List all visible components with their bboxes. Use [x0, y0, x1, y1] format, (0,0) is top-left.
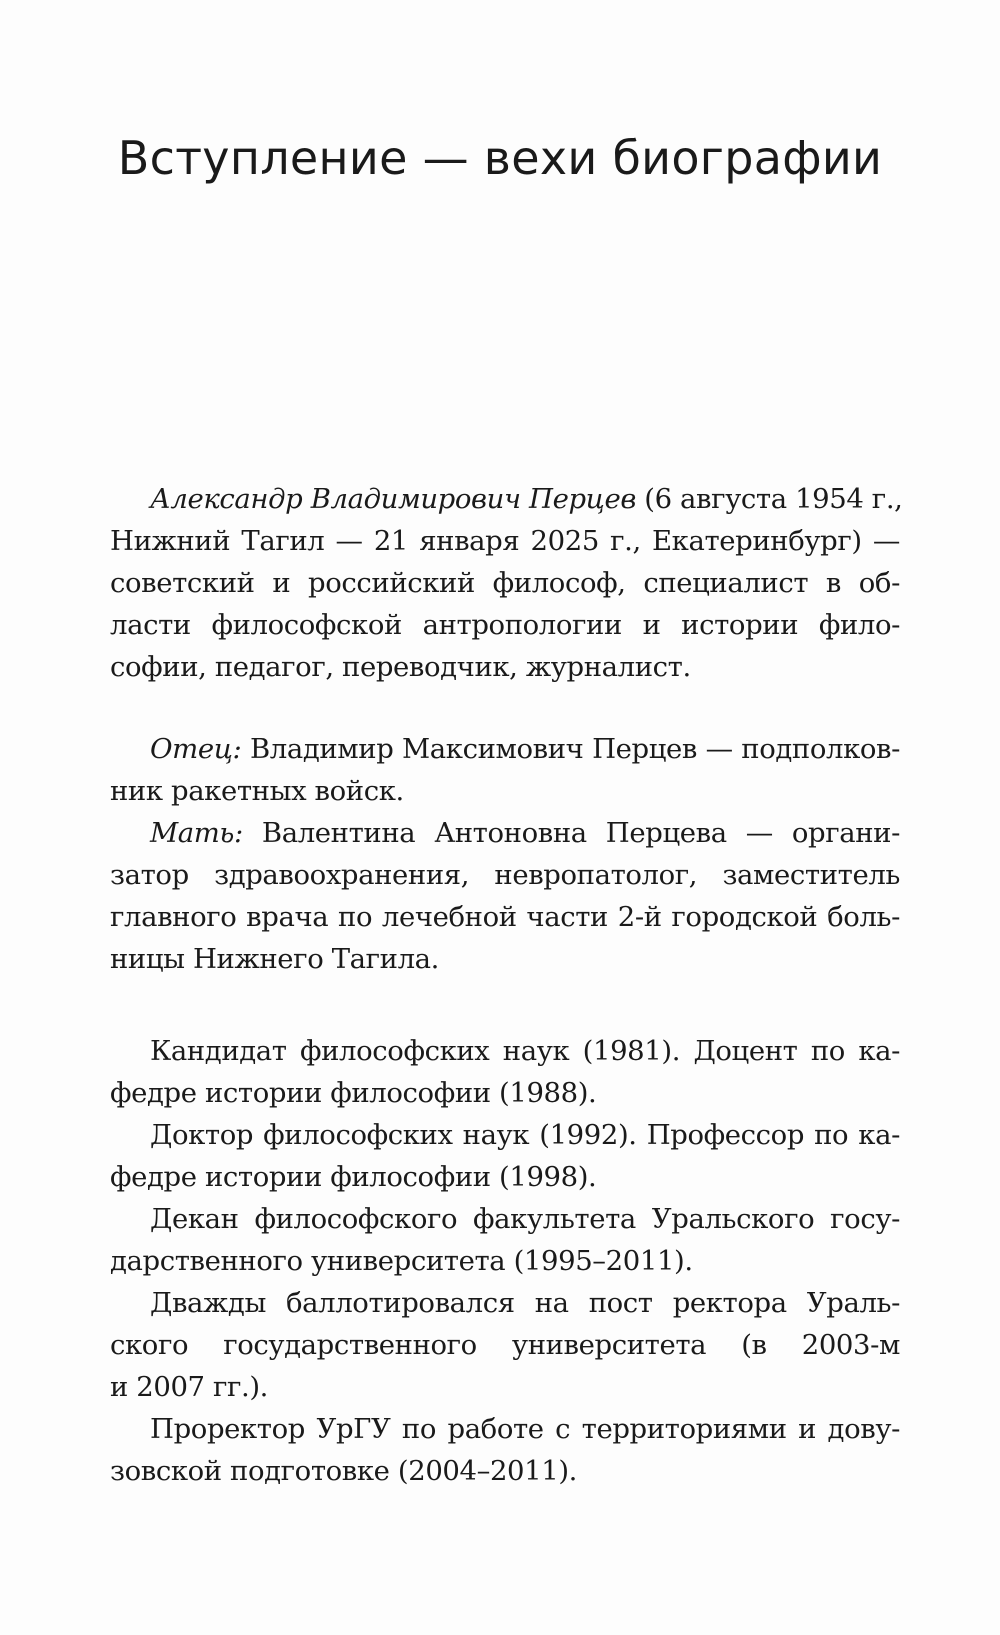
- career-paragraph-phd: Кандидат философских наук (1981). Доцент по ка- федре истории философии (1988).: [110, 1035, 900, 1109]
- page-body: [110, 478, 903, 1492]
- father-label: Отец:: [150, 733, 242, 765]
- intro-paragraph: Александр Владимирович Перцев (6 августа 1954 г., Нижний Тагил — 21 января 2025 г., Екатеринбург) — советский и российский философ, специалист в об- ласти философской антропологии и истории фило- софии, педагог, переводчик, журналист.: [110, 483, 903, 683]
- person-name: Александр Владимирович Перцев: [150, 483, 636, 515]
- career-paragraph-doctor: Доктор философских наук (1992). Профессор по ка- федре истории философии (1998).: [110, 1119, 900, 1193]
- career-paragraph-prorector: Проректор УрГУ по работе с территориями и дову- зовской подготовке (2004–2011).: [110, 1413, 900, 1487]
- mother-label: Мать:: [150, 817, 243, 849]
- father-paragraph: Отец: Владимир Максимович Перцев — подполков- ник ракетных войск.: [110, 733, 900, 807]
- career-paragraph-rector: Дважды баллотировался на пост ректора Ураль- ского государственного университета (в 2003-м и 2007 гг.).: [110, 1287, 900, 1403]
- page-title: Вступление — вехи биографии: [117, 131, 883, 185]
- career-paragraph-dean: Декан философского факультета Уральского госу- дарственного университета (1995–2011).: [110, 1203, 900, 1277]
- mother-paragraph: Мать: Валентина Антоновна Перцева — органи- затор здравоохранения, невропатолог, заместитель главного врача по лечебной части 2-й городской боль- ницы Нижнего Тагила.: [110, 817, 900, 975]
